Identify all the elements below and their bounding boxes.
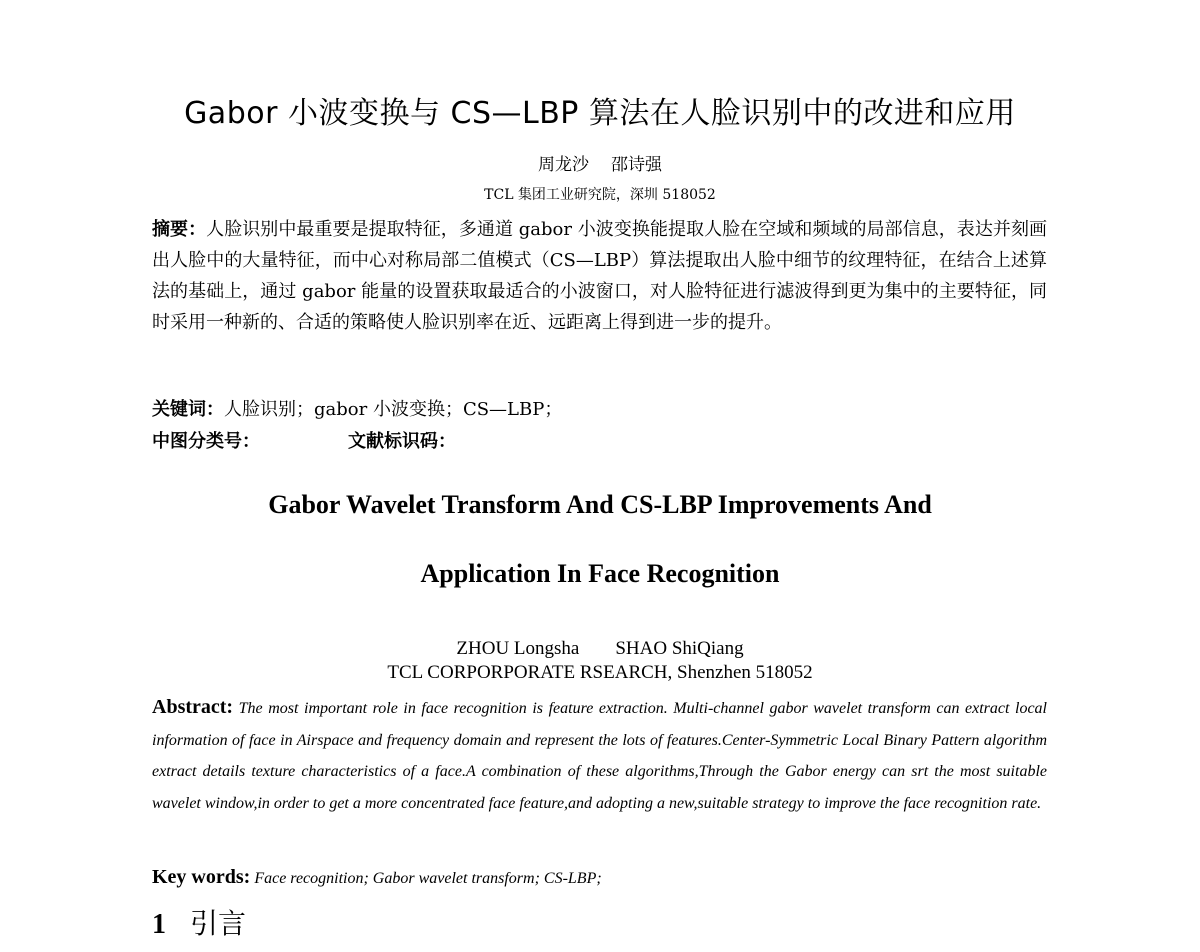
chinese-author-1: 周龙沙 (538, 155, 589, 175)
english-keywords-label: Key words: (152, 866, 251, 888)
chinese-title: Gabor 小波变换与 CS—LBP 算法在人脸识别中的改进和应用 (184, 96, 1016, 131)
chinese-authors (0, 150, 1200, 175)
english-abstract-label: Abstract: (152, 696, 234, 718)
english-affiliation: TCL CORPORPORATE RSEARCH, Shenzhen 518052 (387, 662, 813, 683)
english-author-2: SHAO ShiQiang (615, 638, 744, 659)
english-authors (0, 638, 1200, 660)
chinese-abstract (152, 214, 1047, 338)
chinese-keywords (152, 395, 1047, 421)
classification-label: 中图分类号： (152, 431, 260, 452)
chinese-keywords-text: 人脸识别；gabor 小波变换；CS—LBP； (224, 399, 563, 420)
english-keywords-text: Face recognition; Gabor wavelet transform; CS-LBP; (254, 870, 602, 887)
english-abstract (152, 692, 1047, 819)
english-author-1: ZHOU Longsha (456, 638, 580, 659)
section-number: 1 (152, 909, 166, 940)
document-id-label: 文献标识码： (348, 431, 456, 452)
chinese-abstract-text: 人脸识别中最重要是提取特征，多通道 gabor 小波变换能提取人脸在空域和频域的局部信息，表达并刻画出人脸中的大量特征，而中心对称局部二值模式（CS—LBP）算法提取出人脸中细节的纹理特征，在结合上述算法的基础上，通过 gabor 能量的设置获取最适合的小波窗口，对人脸特征进行滤波得到更为集中的主要特征，同时采用一种新的、合适的策略使人脸识别率在近、远距离上得到进一步的提升。 (152, 219, 1047, 333)
english-title-line-1: Gabor Wavelet Transform And CS-LBP Improvements And (268, 490, 932, 519)
chinese-keywords-label: 关键词： (152, 399, 224, 420)
section-title: 引言 (190, 907, 247, 940)
english-keywords (152, 866, 1047, 889)
chinese-affiliation: TCL 集团工业研究院，深圳 518052 (484, 187, 716, 203)
chinese-author-2: 邵诗强 (611, 155, 662, 175)
section-heading (152, 902, 246, 942)
english-title-line-2: Application In Face Recognition (420, 559, 780, 588)
classification-line (152, 427, 1047, 453)
english-abstract-text: The most important role in face recognition is feature extraction. Multi-channel gabor wavelet transform can extract local information of face in Airspace and frequency domain and represent the lots of features.Center-Symmetric Local Binary Pattern algorithm extract details texture characteristics of a face.A combination of these algorithms,Through the Gabor energy can srt the most suitable wavelet window,in order to get a more concentrated face feature,and adopting a new,suitable strategy to improve the face recognition rate. (152, 700, 1047, 812)
chinese-abstract-label: 摘要： (152, 219, 207, 240)
